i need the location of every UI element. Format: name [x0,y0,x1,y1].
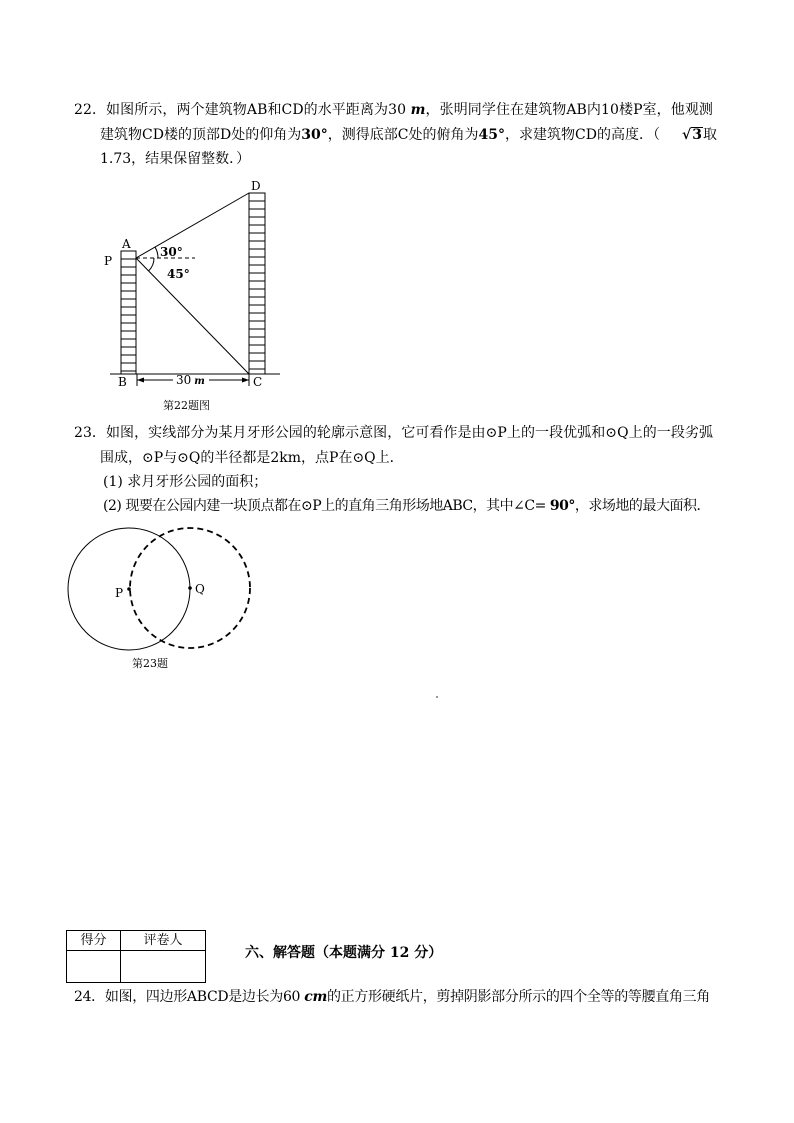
building-cd-floors [249,201,265,369]
q22-line-1 [74,100,713,120]
label-p: P [104,254,113,268]
point-q [188,586,192,590]
q24-text: 的正方形硬纸片，剪掉阴影部分所示的四个全等的等腰直角三角 [326,989,710,1005]
sight-line-to-d [136,193,249,258]
arrow-left-icon [137,378,144,383]
radical-sign: √ [682,127,692,143]
q23-line-1 [74,423,713,443]
q23-part-2 [103,496,710,516]
unit-meter: m [410,102,426,118]
q23-caption: 第23题 [132,657,168,670]
score-table-row [67,951,206,983]
grader-header: 评卷人 [121,931,206,951]
q23-text: 围成，⊙P与⊙Q的半径都是2km，点P在⊙Q上． [100,450,404,466]
q22-text: 建筑物CD楼的顶部D处的仰角为 [100,127,302,143]
q22-text: 22．如图所示，两个建筑物AB和CD的水平距离为30 [74,102,411,118]
q22-text: 取 [703,127,718,143]
distance-label [176,373,205,387]
distance-value: 30 [176,373,192,387]
q23-line-2 [100,448,404,468]
q23-figure [60,520,260,660]
sight-line-to-c [136,258,249,374]
unit-centimeter: cm [304,989,327,1005]
q24-line-1 [74,987,710,1007]
q23-part-1 [103,472,267,492]
q22-text: ，测得底部C处的俯角为 [327,127,479,143]
q22-text: ，求建筑物CD的高度．（ [505,127,661,143]
section-heading [245,943,442,963]
depression-angle: 45° [478,127,506,143]
elevation-angle: 30° [301,127,328,143]
q22-text: ，张明同学住在建筑物AB内10楼P室，他观测 [425,102,713,118]
square-root [682,125,703,145]
angle-arc-45 [149,258,154,271]
q22-caption: 第22题图 [163,399,210,412]
label-c: C [253,375,263,389]
label-p: P [115,586,124,600]
q23-part-1-text: (1) 求月牙形公园的面积； [103,474,268,490]
angle-label-30: 30° [160,245,183,259]
score-table-header [67,931,206,951]
right-angle-value: 90° [549,498,575,514]
angle-arc-30 [155,247,158,258]
section-title: 六、解答题（本题满分 12 分） [245,945,443,961]
building-ab-floors [121,259,136,371]
score-header: 得分 [67,931,121,951]
score-cell [67,951,121,983]
q23-part-2-text: ，求场地的最大面积． [574,498,711,514]
label-b: B [118,375,127,389]
q22-figure [95,170,295,405]
distance-unit: m [194,376,205,387]
radicand: 3 [692,127,702,143]
point-p [127,587,131,591]
q22-line-2 [100,125,717,145]
label-q: Q [195,582,205,596]
score-table [66,930,206,983]
q22-text: 1.73，结果保留整数．） [100,151,251,167]
angle-label-45: 45° [167,267,190,281]
arrow-right-icon [242,378,249,383]
label-d: D [251,179,261,193]
q23-text: 23．如图，实线部分为某月牙形公园的轮廓示意图，它可看作是由⊙P上的一段优弧和⊙Q上的一段劣弧 [74,425,713,441]
grader-cell [121,951,206,983]
q22-line-3 [100,149,250,169]
q24-text: 24．如图，四边形ABCD是边长为60 [74,989,305,1005]
building-cd [249,193,265,374]
label-a: A [122,237,131,251]
q23-part-2-text: (2) 现要在公园内建一块顶点都在⊙P上的直角三角形场地ABC，其中∠C= [103,498,550,514]
stray-dot [436,696,438,698]
building-ab [121,251,136,374]
